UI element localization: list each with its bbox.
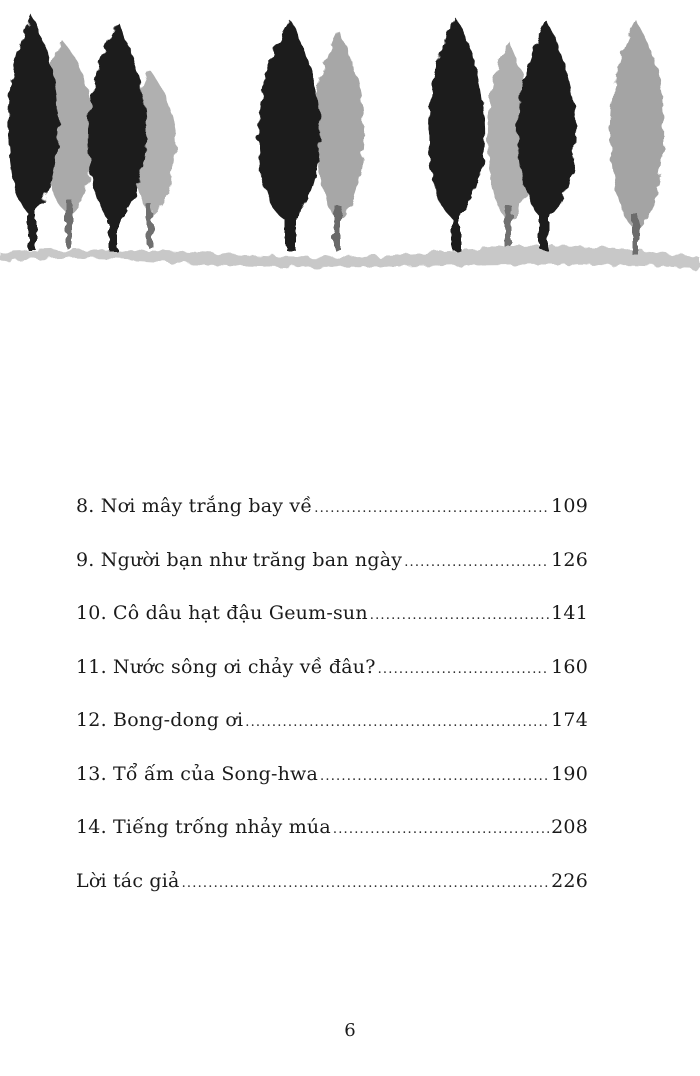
toc-entry-title: 14. Tiếng trống nhảy múa — [76, 816, 331, 838]
toc-entry-page: 226 — [551, 869, 588, 892]
tree-icon — [258, 20, 320, 250]
toc-entry — [76, 495, 588, 549]
toc-leader-dots — [320, 769, 549, 784]
tree-icon — [8, 15, 58, 250]
toc-leader-dots — [314, 501, 549, 516]
toc-entry — [76, 870, 588, 924]
toc-leader-dots — [378, 662, 550, 677]
tree-icon — [428, 18, 484, 250]
toc-entry — [76, 549, 588, 603]
toc-entry-page: 174 — [551, 709, 588, 731]
page-number: 6 — [344, 1020, 356, 1041]
toc-entry-title: 10. Cô dâu hạt đậu Geum-sun — [76, 602, 368, 624]
tree-icon — [518, 20, 576, 250]
toc-entry-page: 109 — [551, 495, 588, 517]
toc-entry — [76, 602, 588, 656]
toc-entry-title: Lời tác giả — [76, 869, 180, 892]
toc-entry-title: 9. Người bạn như trăng ban ngày — [76, 548, 403, 571]
toc-entry-title: 12. Bong-dong ơi — [76, 709, 244, 731]
toc-leader-dots — [245, 715, 549, 730]
tree-icon — [315, 30, 364, 250]
toc-entry-page: 160 — [551, 655, 588, 678]
tree-icon — [88, 22, 146, 251]
toc-leader-dots — [370, 608, 549, 623]
toc-entry-page: 208 — [551, 816, 588, 838]
toc-entry — [76, 763, 588, 817]
ground-line — [0, 246, 700, 269]
tree-icon — [610, 20, 664, 255]
toc-entry-title: 13. Tổ ấm của Song-hwa — [76, 762, 319, 785]
toc-leader-dots — [333, 822, 549, 837]
toc-entry-title: 11. Nước sông ơi chảy về đâu? — [76, 655, 376, 678]
toc-leader-dots — [404, 555, 549, 570]
toc-entry — [76, 656, 588, 710]
toc-leader-dots — [182, 876, 550, 891]
toc-entry-title: 8. Nơi mây trắng bay về — [76, 495, 313, 517]
tree-row-illustration — [0, 0, 700, 290]
toc-entry-page: 126 — [551, 548, 588, 571]
toc-entry — [76, 709, 588, 763]
toc-entry — [76, 816, 588, 870]
toc-entry-page: 141 — [551, 602, 588, 624]
toc-entry-page: 190 — [551, 762, 588, 785]
table-of-contents — [76, 495, 588, 923]
